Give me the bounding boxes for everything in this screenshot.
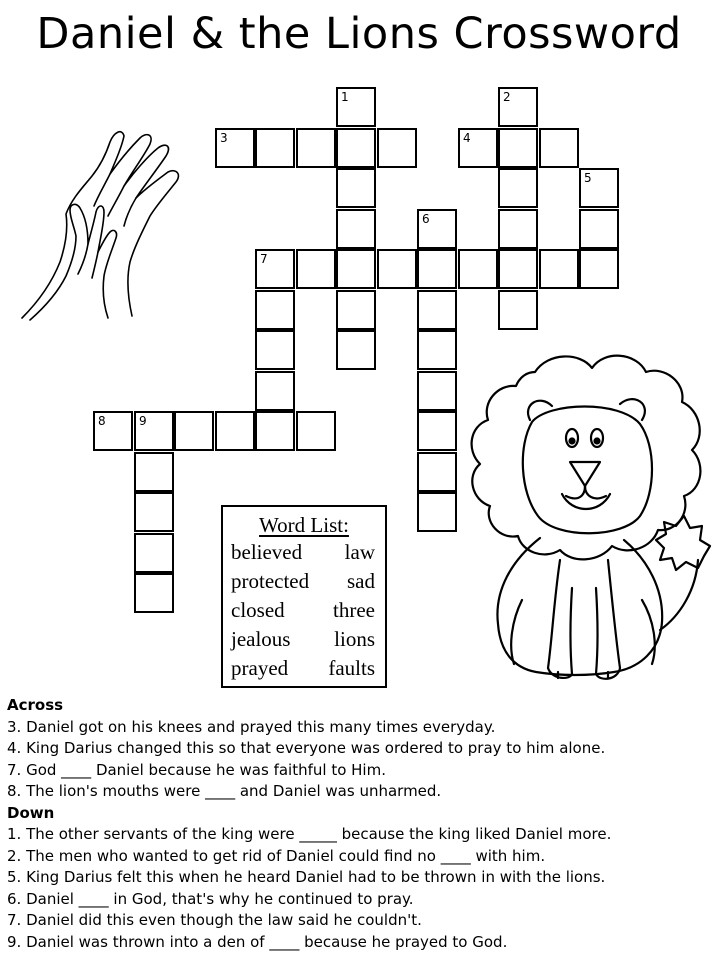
down-clue: 5. King Darius felt this when he heard Daniel had to be thrown in with the lions. <box>7 868 606 886</box>
word-list-word: lions <box>334 627 375 651</box>
clue-number: 2 <box>503 90 511 104</box>
down-clue: 2. The men who wanted to get rid of Daniel could find no ____ with him. <box>7 846 546 865</box>
word-list-row <box>223 596 385 625</box>
across-clue: 8. The lion's mouths were ____ and Daniel was unharmed. <box>7 782 442 800</box>
word-list-word: prayed <box>231 656 289 680</box>
word-list-word: protected <box>231 569 310 593</box>
word-list-word: faults <box>328 656 375 680</box>
word-list-word: sad <box>347 569 375 593</box>
word-list-word: believed <box>231 540 303 564</box>
down-clue: 7. Daniel did this even though the law said he couldn't. <box>7 911 422 929</box>
across-clue: 7. God ____ Daniel because he was faithful to Him. <box>7 760 386 779</box>
clue-number: 8 <box>98 414 106 428</box>
down-heading: Down <box>7 803 55 822</box>
down-clue: 6. Daniel ____ in God, that's why he continued to pray. <box>7 889 414 908</box>
word-list-row <box>223 538 385 567</box>
clue-number: 9 <box>139 414 147 428</box>
clue-number: 1 <box>341 90 349 104</box>
clue-number: 6 <box>422 212 430 226</box>
word-list-box <box>221 505 387 688</box>
down-clue: 1. The other servants of the king were _____ because the king liked Daniel more. <box>7 825 612 843</box>
word-list-row <box>223 654 385 683</box>
clue-number: 3 <box>220 131 228 145</box>
across-heading: Across <box>7 696 64 714</box>
word-list-row <box>223 625 385 654</box>
clue-number: 7 <box>260 252 268 266</box>
clue-number: 4 <box>463 131 471 145</box>
across-clue: 4. King Darius changed this so that everyone was ordered to pray to him alone. <box>7 739 606 757</box>
word-list-title: Word List: <box>259 513 349 537</box>
word-list-word: law <box>344 540 375 564</box>
word-list-word: closed <box>231 598 285 622</box>
word-list-word: jealous <box>231 627 291 651</box>
word-list-row <box>223 567 385 596</box>
page-title: Daniel & the Lions Crossword <box>36 9 682 59</box>
clues-section <box>7 695 713 953</box>
word-list-word: three <box>333 598 375 622</box>
across-clue: 3. Daniel got on his knees and prayed this many times everyday. <box>7 717 496 736</box>
down-clue: 9. Daniel was thrown into a den of ____ because he prayed to God. <box>7 932 508 951</box>
clue-number: 5 <box>584 171 592 185</box>
